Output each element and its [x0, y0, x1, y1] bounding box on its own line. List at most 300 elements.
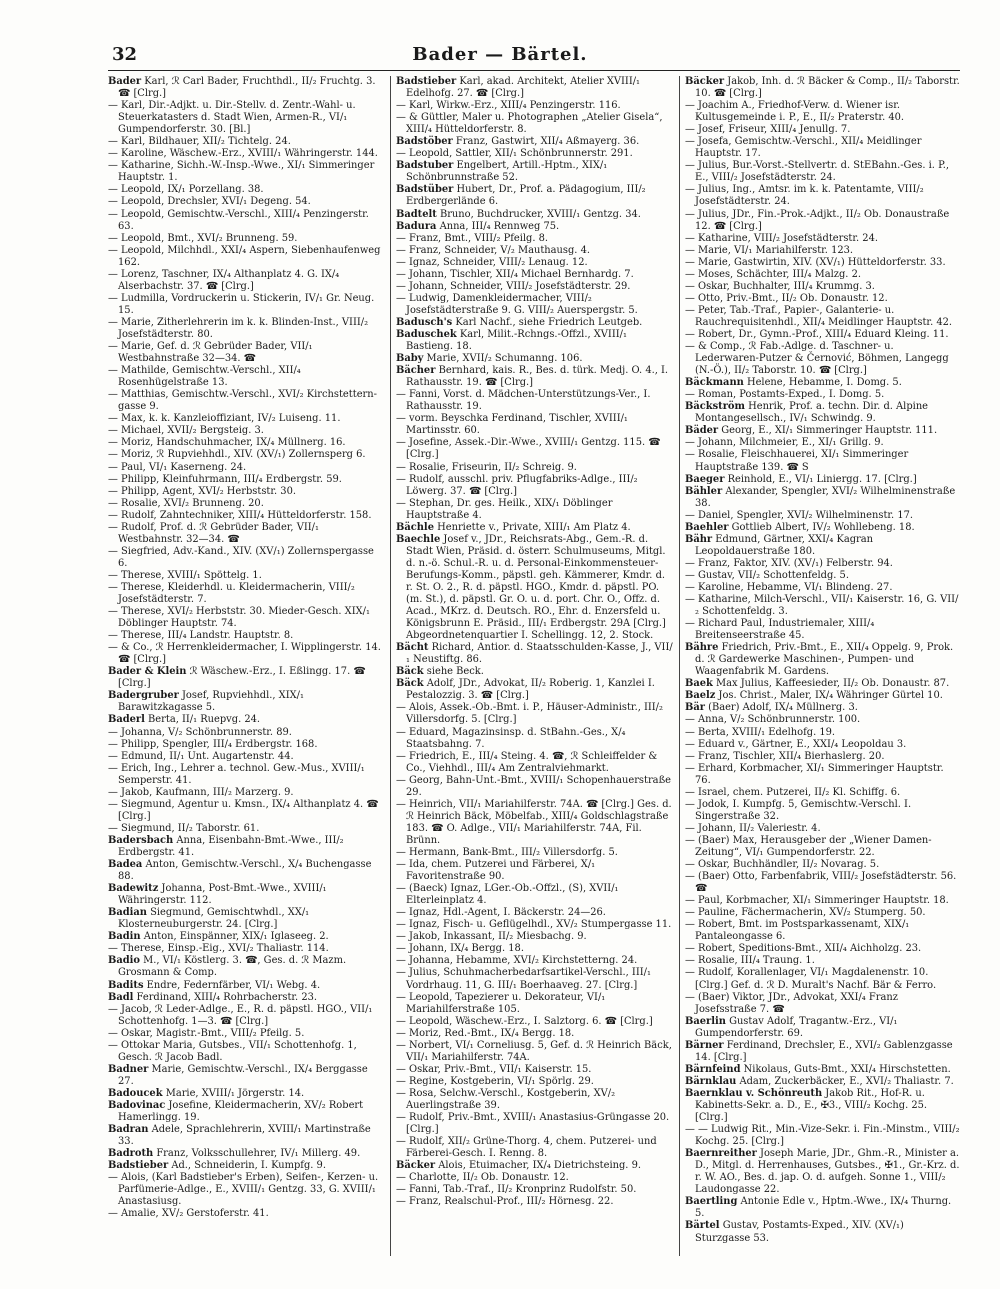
- entry-details: — Moriz, Red.-Bmt., IX/₄ Bergg. 18.: [396, 1027, 575, 1039]
- entry-details: Alois, Etuimacher, IX/₄ Dietrichsteing. 9.: [438, 1160, 641, 1172]
- directory-entry: [685, 1148, 960, 1196]
- entry-details: — Franz, Tischler, XII/₄ Bierhaslerg. 20.: [685, 750, 885, 762]
- directory-entry: [108, 739, 385, 751]
- directory-entry: [685, 245, 960, 257]
- entry-details: Jakob, Inh. d. ℛ Bäcker & Comp., II/₂ Taborstr. 10. ☎ [Clrg.]: [695, 76, 960, 100]
- entry-details: — Fanni, Vorst. d. Mädchen-Unterstützungs-Ver., I. Rathausstr. 19.: [396, 389, 651, 413]
- directory-entry: [108, 1160, 385, 1172]
- page-number: 32: [112, 44, 138, 65]
- directory-entry: [396, 498, 673, 522]
- entry-details: Reinhold, E., VI/₁ Liniergg. 17. [Clrg.]: [727, 473, 917, 485]
- directory-entry: [396, 148, 673, 160]
- directory-entry: [685, 859, 960, 871]
- entry-details: ℛ Wäschew.-Erz., I. Eßlingg. 17. ☎ [Clrg.]: [118, 666, 366, 690]
- entry-details: — Leopold, Gemischtw.-Verschl., XIII/₄ Penzingerstr. 63.: [108, 208, 369, 232]
- directory-entry: [685, 1220, 960, 1244]
- entry-surname: Baerlin: [685, 1015, 726, 1027]
- entry-surname: Badio: [108, 955, 140, 967]
- directory-entry: [685, 871, 960, 895]
- directory-entry: [685, 209, 960, 233]
- entry-details: Marie, XVIII/₁ Jörgerstr. 14.: [165, 1087, 305, 1099]
- directory-entry: [685, 799, 960, 823]
- entry-details: — (Baer) Viktor, JDr., Advokat, XXI/₄ Franz Josefsstraße 7. ☎: [685, 991, 898, 1015]
- directory-entry: [108, 727, 385, 739]
- directory-entry: [108, 76, 385, 100]
- entry-surname: Bäcker: [396, 1160, 436, 1172]
- entry-details: — Therese, III/₄ Landstr. Hauptstr. 8.: [108, 630, 294, 642]
- entry-details: Adam, Zuckerbäcker, E., XVI/₂ Thaliastr. 7.: [739, 1075, 954, 1087]
- entry-details: — Oskar, Buchhändler, II/₂ Novarag. 5.: [685, 859, 880, 871]
- directory-entry: [108, 245, 385, 269]
- entry-details: Jakob Rit., Hof-R. u. Kabinetts-Sekr. a. D., E., ✠3., VIII/₂ Kochg. 25. [Clrg.]: [695, 1087, 928, 1124]
- directory-entry: [396, 1076, 673, 1088]
- directory-entry: [108, 1088, 385, 1100]
- directory-entry: [396, 281, 673, 293]
- entry-surname: Bader & Klein: [108, 666, 187, 678]
- entry-surname: Badura: [396, 220, 437, 232]
- directory-entry: [108, 365, 385, 389]
- directory-entry: [396, 727, 673, 751]
- entry-details: — Katharine, Sichh.-W.-Insp.-Wwe., XI/₁ Simmeringer Hauptstr. 1.: [108, 160, 375, 184]
- directory-entry: [108, 100, 385, 136]
- entry-details: Johanna, Post-Bmt.-Wwe., XVIII/₁ Währingerstr. 112.: [118, 883, 327, 907]
- directory-entry: [108, 148, 385, 160]
- entry-details: — & Comp., ℛ Fab.-Adlge. d. Taschner- u. Lederwaren-Putzer & Černović, Böhmen, Langegg (N.-Ö.), II/₂ Taborstr. 10. ☎ [Clrg.]: [685, 341, 949, 377]
- entry-details: — Moriz, Handschuhmacher, IX/₄ Müllnerg. 16.: [108, 437, 346, 449]
- directory-entry: [685, 690, 960, 702]
- directory-entry: [396, 160, 673, 184]
- directory-entry: [396, 1184, 673, 1196]
- directory-entry: [396, 317, 673, 329]
- directory-entry: [396, 751, 673, 775]
- entry-details: — Therese, XVIII/₁ Spöttelg. 1.: [108, 569, 262, 581]
- entry-details: — Jodok, I. Kumpfg. 5, Gemischtw.-Verschl. I. Singerstraße 32.: [685, 798, 912, 822]
- entry-details: Bernhard, kais. R., Bes. d. türk. Medj. O. 4., I. Rathausstr. 19. ☎ [Clrg.]: [406, 365, 669, 389]
- entry-surname: Baechle: [396, 533, 441, 545]
- directory-entry: [108, 486, 385, 498]
- directory-entry: [396, 221, 673, 233]
- directory-entry: [108, 763, 385, 787]
- directory-entry: [396, 992, 673, 1016]
- directory-entry: [396, 1160, 673, 1172]
- directory-column-2: [396, 76, 673, 1266]
- entry-details: — Rudolf, ausschl. priv. Pflugfabriks-Adlge., III/₂ Löwerg. 37. ☎ [Clrg.]: [396, 473, 638, 497]
- directory-entry: [108, 714, 385, 726]
- entry-details: Friedrich, Priv.-Bmt., E., XII/₄ Oppelg. 9, Prok. d. ℛ Gardewerke Maschinen-, Pumpen- und Waagenfabrik M. Gardens.: [695, 642, 954, 678]
- entry-surname: Badtelt: [396, 208, 437, 220]
- entry-details: — Alois, (Karl Badstieber's Erben), Seifen-, Kerzen- u. Parfümerie-Adlge., E., XVIII/₁ Gentzg. 33, G. XVIII/₁ Anastasiusg.: [108, 1172, 379, 1208]
- entry-details: Josef v., JDr., Reichsrats-Abg., Gem.-R. d. Stadt Wien, Präsid. d. österr. Schulmuseums, Mitgl. d. n.-ö. Schul.-R. u. d. Personal-Einkommensteuer-Berufungs-Komm., päpstl. geh. Kämmerer, Kmdr. d. r. St. O. 2., R. d. päpstl. HGO., Kmdr. d. päpstl. PO. (m. St.), d. päpstl. Gr. O. u. d. port. Chr. O., Offz. d. Acad., MKrz. d. Deutsch. RO., Ehr. d. Enzersfeld u. Königsbrunn E. Präsid., III/₁ Erdbergstr. 29A [Clrg.] Abgeordnetenquartier I. Schellingg. 12, 2. Stock.: [406, 533, 666, 642]
- directory-entry: [685, 714, 960, 726]
- directory-entry: [396, 353, 673, 365]
- directory-entry: [396, 1028, 673, 1040]
- directory-column-1: [108, 76, 385, 1266]
- running-head: Bader — Bärtel.: [412, 44, 588, 65]
- entry-details: — Marie, Gef. d. ℛ Gebrüder Bader, VII/₁ Westbahnstraße 32—34. ☎: [108, 341, 313, 365]
- entry-details: — Katharine, Milch-Verschl., VII/₁ Kaiserstr. 16, G. VII/₂ Schottenfeldg. 3.: [685, 594, 959, 618]
- directory-entry: [108, 799, 385, 823]
- entry-surname: Bäckmann: [685, 377, 744, 389]
- entry-details: — Johann, II/₂ Valeriestr. 4.: [685, 822, 821, 834]
- entry-surname: Baeger: [685, 473, 725, 485]
- directory-entry: [685, 727, 960, 739]
- entry-surname: Badstuber: [396, 160, 454, 172]
- directory-entry: [685, 510, 960, 522]
- entry-surname: Bähre: [685, 642, 719, 654]
- directory-entry: [108, 835, 385, 859]
- entry-details: — Therese, Kleiderhdl. u. Kleidermacherin, VIII/₂ Josefstädterstr. 7.: [108, 581, 355, 606]
- entry-details: — Norbert, VI/₁ Corneliusg. 5, Gef. d. ℛ Heinrich Bäck, VII/₁ Mariahilferstr. 74A.: [396, 1039, 672, 1063]
- entry-surname: Badovinac: [108, 1099, 166, 1111]
- entry-details: Franz, Gastwirt, XII/₄ Aßmayerg. 36.: [455, 136, 640, 148]
- directory-entry: [685, 895, 960, 907]
- column-divider: [390, 76, 391, 1256]
- directory-entry: [685, 1088, 960, 1124]
- entry-surname: Bäck: [396, 678, 424, 690]
- entry-details: — Jacob, ℛ Leder-Adlge., E., R. d. päpstl. HGO., VII/₁ Schottenhofg. 1—3. ☎ [Clrg.]: [108, 1003, 373, 1027]
- entry-details: — Fanni, Tab.-Traf., II/₂ Kronprinz Rudolfstr. 50.: [396, 1184, 637, 1196]
- entry-details: — Otto, Priv.-Bmt., II/₂ Ob. Donaustr. 12.: [685, 292, 888, 304]
- entry-details: Joseph Marie, JDr., Ghm.-R., Minister a. D., Mitgl. d. Herrenhauses, Gutsbes., ✠1., Gr.-Krz. d. r. W. AO., Bes. d. jap. O. d. aufgeh. Sonne 1., VIII/₂ Laudongasse 22.: [695, 1148, 960, 1196]
- entry-details: — Franz, Schneider, V/₂ Mauthausg. 4.: [396, 244, 590, 256]
- entry-details: — Karoline, Hebamme, VI/₁ Blindeng. 27.: [685, 581, 893, 593]
- entry-details: Anna, Eisenbahn-Bmt.-Wwe., III/₂ Erdbergstr. 41.: [118, 834, 344, 858]
- entry-details: — Friedrich, E., III/₄ Steing. 4. ☎, ℛ Schleiffelder & Co., Viehhdl., III/₄ Am Zentralviehmarkt.: [396, 750, 658, 774]
- directory-entry: [685, 76, 960, 100]
- entry-details: — Erhard, Korbmacher, XI/₁ Simmeringer Hauptstr. 76.: [685, 762, 944, 786]
- directory-entry: [396, 666, 673, 678]
- directory-entry: [685, 136, 960, 160]
- directory-entry: [685, 642, 960, 678]
- entry-details: Alexander, Spengler, XVI/₂ Wilhelminenstraße 38.: [695, 485, 956, 509]
- directory-entry: [108, 341, 385, 365]
- directory-entry: [396, 365, 673, 389]
- entry-details: — Johanna, V/₂ Schönbrunnerstr. 89.: [108, 726, 292, 738]
- entry-details: — Edmund, II/₁ Unt. Augartenstr. 44.: [108, 750, 294, 762]
- entry-details: Edmund, Gärtner, XXI/₄ Kagran Leopoldauerstraße 180.: [695, 533, 874, 557]
- directory-entry: [685, 100, 960, 124]
- directory-entry: [108, 1208, 385, 1220]
- entry-details: — Eduard, Magazinsinsp. d. StBahn.-Ges., X/₄ Staatsbahng. 7.: [396, 726, 626, 750]
- entry-details: — Israel, chem. Putzerei, II/₂ Kl. Schiffg. 6.: [685, 786, 901, 798]
- entry-details: — Ignaz, Schneider, VIII/₂ Lenaug. 12.: [396, 256, 588, 268]
- entry-surname: Baehler: [685, 521, 729, 533]
- entry-surname: Badstöber: [396, 136, 453, 148]
- directory-entry: [108, 233, 385, 245]
- entry-details: — Marie, Zitherlehrerin im k. k. Blinden-Inst., VIII/₂ Josefstädterstr. 80.: [108, 316, 369, 340]
- entry-surname: Baertling: [685, 1196, 738, 1208]
- directory-entry: [685, 823, 960, 835]
- directory-entry: [685, 329, 960, 341]
- entry-details: — Rudolf, Prof. d. ℛ Gebrüder Bader, VII/₁ Westbahnstr. 32—34. ☎: [108, 521, 319, 545]
- entry-details: Helene, Hebamme, I. Domg. 5.: [746, 377, 902, 389]
- entry-surname: Bäder: [685, 425, 719, 437]
- entry-details: — Stephan, Dr. ges. Heilk., XIX/₁ Döblinger Hauptstraße 4.: [396, 497, 613, 521]
- entry-surname: Baduschek: [396, 328, 457, 340]
- directory-entry: [396, 967, 673, 991]
- directory-entry: [685, 967, 960, 991]
- entry-details: — Peter, Tab.-Traf., Papier-, Galanterie- u. Rauchrequisitenhdl., XII/₄ Meidlinger Hauptstr. 42.: [685, 304, 953, 328]
- entry-details: — Gustav, VII/₂ Schottenfeldg. 5.: [685, 569, 849, 581]
- directory-entry: [108, 474, 385, 486]
- entry-surname: Baderl: [108, 714, 145, 726]
- entry-details: Henriette v., Private, XIII/₁ Am Platz 4.: [437, 521, 631, 533]
- directory-entry: [108, 1124, 385, 1148]
- entry-details: — Rosalie, III/₄ Traung. 1.: [685, 955, 815, 967]
- directory-entry: [396, 1136, 673, 1160]
- directory-entry: [396, 413, 673, 437]
- entry-details: Ferdinand, XIII/₄ Rohrbacherstr. 23.: [136, 991, 318, 1003]
- entry-surname: Bächt: [396, 642, 429, 654]
- entry-details: — Roman, Postamts-Exped., I. Domg. 5.: [685, 389, 885, 401]
- entry-details: — Josefa, Gemischtw.-Verschl., XII/₄ Meidlinger Hauptstr. 17.: [685, 136, 922, 160]
- column-divider: [679, 76, 680, 1256]
- entry-details: — Karl, Dir.-Adjkt. u. Dir.-Stellv. d. Zentr.-Wahl- u. Steuerkatasters d. Stadt Wien, Armen-R., VI/₁ Gumpendorferstr. 30. [Bl.]: [108, 100, 356, 136]
- directory-entry: [396, 389, 673, 413]
- directory-entry: [108, 931, 385, 943]
- directory-entry: [108, 196, 385, 208]
- entry-details: — Oskar, Buchhalter, III/₄ Krummg. 3.: [685, 280, 875, 292]
- entry-details: — Robert, Dr., Gymn.-Prof., XIII/₄ Eduard Kleing. 11.: [685, 328, 949, 340]
- directory-entry: [685, 955, 960, 967]
- directory-entry: [685, 341, 960, 377]
- entry-details: — Ignaz, Fisch- u. Geflügelhdl., XV/₂ Stumpergasse 11.: [396, 919, 672, 931]
- entry-surname: Bähr: [685, 533, 713, 545]
- entry-surname: Bärnfeind: [685, 1063, 741, 1075]
- entry-details: — Therese, Einsp.-Eig., XVI/₂ Thaliastr. 114.: [108, 943, 329, 955]
- entry-details: — Lorenz, Taschner, IX/₄ Althanplatz 4. G. IX/₄ Alserbachstr. 37. ☎ [Clrg.]: [108, 268, 340, 292]
- entry-details: siehe Beck.: [426, 666, 484, 678]
- entry-details: Ferdinand, Drechsler, E., XVI/₂ Gablenzgasse 14. [Clrg.]: [695, 1039, 953, 1063]
- directory-entry: [685, 474, 960, 486]
- directory-entry: [396, 474, 673, 498]
- entry-details: — Leopold, Milchhdl., XXI/₄ Aspern, Siebenhaufenweg 162.: [108, 244, 381, 268]
- entry-details: — Oskar, Magistr.-Bmt., VIII/₂ Pfeilg. 5.: [108, 1027, 305, 1039]
- entry-details: (Baer) Adolf, IX/₄ Müllnerg. 3.: [708, 702, 858, 714]
- entry-surname: Badin: [108, 931, 141, 943]
- entry-details: Max Julius, Kaffeesieder, II/₂ Ob. Donaustr. 87.: [716, 678, 950, 690]
- directory-entry: [685, 558, 960, 570]
- directory-entry: [396, 847, 673, 859]
- directory-entry: [396, 293, 673, 317]
- directory-entry: [685, 919, 960, 943]
- entry-surname: Badroth: [108, 1148, 154, 1160]
- entry-details: Marie, XVII/₂ Schumanng. 106.: [426, 353, 583, 365]
- entry-details: — Matthias, Gemischtw.-Verschl., XVI/₂ Kirchstetterngasse 9.: [108, 389, 377, 413]
- entry-surname: Badewitz: [108, 883, 159, 895]
- entry-details: — Franz, Bmt., VIII/₂ Pfeilg. 8.: [396, 232, 549, 244]
- entry-details: — Rosalie, XVI/₂ Brunneng. 20.: [108, 497, 264, 509]
- entry-details: Berta, II/₁ Ruepvg. 24.: [148, 714, 261, 726]
- directory-entry: [685, 425, 960, 437]
- directory-entry: [396, 907, 673, 919]
- directory-entry: [108, 823, 385, 835]
- directory-entry: [396, 775, 673, 799]
- entry-details: — Ida, chem. Putzerei und Färberei, X/₁ Favoritenstraße 90.: [396, 859, 596, 883]
- entry-details: — Katharine, VIII/₂ Josefstädterstr. 24.: [685, 232, 879, 244]
- entry-surname: Badstüber: [396, 184, 454, 196]
- entry-details: — Johann, Schneider, VIII/₂ Josefstädterstr. 29.: [396, 280, 631, 292]
- entry-surname: Bärnklau: [685, 1075, 737, 1087]
- entry-surname: Bärner: [685, 1039, 724, 1051]
- entry-details: — Michael, XVII/₂ Bergsteig. 3.: [108, 425, 264, 437]
- entry-details: Henrik, Prof. a. techn. Dir. d. Alpine Montangesellsch., IV/₁ Schwindg. 9.: [695, 401, 929, 425]
- directory-entry: [685, 257, 960, 269]
- directory-entry: [396, 943, 673, 955]
- directory-entry: [108, 160, 385, 184]
- directory-entry: [685, 594, 960, 618]
- entry-details: Karl Nachf., siehe Friedrich Leutgeb.: [455, 316, 643, 328]
- entry-surname: Bader: [108, 76, 142, 87]
- directory-entry: [108, 1172, 385, 1208]
- entry-details: — Philipp, Kleinfuhrmann, III/₄ Erdbergstr. 59.: [108, 473, 342, 485]
- directory-entry: [396, 245, 673, 257]
- header-rule: [108, 70, 960, 71]
- entry-details: — Marie, Gastwirtin, XIV. (XV/₁) Hütteldorferstr. 33.: [685, 256, 946, 268]
- directory-entry: [108, 498, 385, 510]
- directory-entry: [685, 233, 960, 245]
- entry-details: — Regine, Kostgeberin, VI/₁ Spörlg. 29.: [396, 1075, 594, 1087]
- directory-entry: [685, 160, 960, 184]
- directory-entry: [685, 751, 960, 763]
- directory-entry: [396, 437, 673, 461]
- entry-surname: Bächer: [396, 365, 436, 377]
- entry-details: — & Co., ℛ Herrenkleidermacher, I. Wipplingerstr. 14. ☎ [Clrg.]: [108, 642, 381, 666]
- directory-entry: [396, 1112, 673, 1136]
- directory-entry: [108, 980, 385, 992]
- entry-details: — Heinrich, VII/₁ Mariahilferstr. 74A. ☎ [Clrg.] Ges. d. ℛ Heinrich Bäck, Möbelfab., XIII/₄ Goldschlagstraße 183. ☎ O. Adlge., VII/₁ Mariahilferstr. 74A, Fil. Brünn.: [396, 798, 672, 846]
- entry-details: Josef, Rupviehhdl., XIX/₁ Barawitzkagasse 5.: [118, 690, 304, 714]
- directory-entry: [108, 907, 385, 931]
- directory-entry: [685, 678, 960, 690]
- directory-entry: [108, 1064, 385, 1088]
- directory-entry: [396, 462, 673, 474]
- directory-entry: [396, 919, 673, 931]
- entry-details: — Max, k. k. Kanzleioffiziant, IV/₂ Luiseng. 11.: [108, 413, 341, 425]
- directory-entry: [685, 739, 960, 751]
- directory-entry: [685, 787, 960, 799]
- entry-details: Gustav, Postamts-Exped., XIV. (XV/₁) Sturzgasse 53.: [695, 1220, 904, 1244]
- entry-surname: Badusch's: [396, 316, 453, 328]
- directory-entry: [108, 136, 385, 148]
- entry-surname: Bäck: [396, 666, 424, 678]
- entry-details: M., VI/₁ Köstlerg. 3. ☎, Ges. d. ℛ Mazm. Grosmann & Comp.: [118, 955, 347, 979]
- entry-details: — Johann, Milchmeier, E., XI/₁ Grillg. 9.: [685, 437, 884, 449]
- entry-details: — Karoline, Wäschew.-Erz., XVIII/₁ Währingerstr. 144.: [108, 148, 378, 160]
- entry-details: — Siegmund, II/₂ Taborstr. 61.: [108, 822, 260, 834]
- entry-details: — Moriz, ℛ Rupviehhdl., XIV. (XV/₁) Zollernsperg 6.: [108, 449, 366, 461]
- entry-details: — Ottokar Maria, Gutsbes., VII/₁ Schottenhofg. 1, Gesch. ℛ Jacob Badl.: [108, 1039, 357, 1063]
- entry-details: — Robert, Bmt. im Postsparkassenamt, XIX/₁ Pantaleongasse 6.: [685, 919, 910, 943]
- entry-details: Richard, Antior. d. Staatsschulden-Kasse, J., VII/₁ Neustiftg. 86.: [406, 642, 673, 666]
- entry-details: — Julius, Schuhmacherbedarfsartikel-Verschl., III/₁ Vordrhaug. 11, G. III/₁ Boerhaaveg. 27. [Clrg.]: [396, 967, 651, 991]
- entry-surname: Baby: [396, 353, 424, 365]
- entry-details: — Leopold, Drechsler, XVI/₁ Degeng. 54.: [108, 196, 311, 208]
- entry-details: Adele, Sprachlehrerin, XVIII/₁ Martinstraße 33.: [118, 1124, 371, 1148]
- directory-entry: [685, 522, 960, 534]
- entry-details: Josefine, Kleidermacherin, XV/₂ Robert Hamerlingg. 19.: [118, 1099, 364, 1124]
- entry-surname: Baernreither: [685, 1148, 757, 1160]
- entry-details: — Johann, Tischler, XII/₄ Michael Bernhardg. 7.: [396, 268, 634, 280]
- directory-entry: [396, 233, 673, 245]
- entry-details: — Alois, Assek.-Ob.-Bmt. i. P., Häuser-Administr., III/₂ Villersdorfg. 5. [Clrg.]: [396, 702, 663, 726]
- directory-entry: [396, 522, 673, 534]
- directory-entry: [396, 76, 673, 100]
- entry-details: — Paul, VI/₁ Kaserneng. 24.: [108, 461, 247, 473]
- entry-details: — Paul, Korbmacher, XI/₁ Simmeringer Hauptstr. 18.: [685, 895, 949, 907]
- entry-details: — Ludwig, Damenkleidermacher, VIII/₂ Josefstädterstraße 9. G. VIII/₂ Auerspergstr. 5.: [396, 292, 638, 316]
- directory-entry: [108, 582, 385, 606]
- entry-details: — Philipp, Agent, XVI/₂ Herbststr. 30.: [108, 485, 296, 497]
- directory-entry: [396, 678, 673, 702]
- directory-entry: [108, 293, 385, 317]
- directory-entry: [396, 269, 673, 281]
- directory-entry: [685, 1196, 960, 1220]
- entry-details: — vorm. Beyschka Ferdinand, Tischler, XVIII/₁ Martinsstr. 60.: [396, 413, 628, 437]
- entry-surname: Bäcker: [685, 76, 725, 87]
- entry-details: — Anna, V/₂ Schönbrunnerstr. 100.: [685, 714, 861, 726]
- entry-details: Karl, akad. Architekt, Atelier XVIII/₁ Edelhofg. 27. ☎ [Clrg.]: [406, 76, 641, 100]
- directory-entry: [685, 401, 960, 425]
- directory-entry: [396, 136, 673, 148]
- directory-entry: [396, 112, 673, 136]
- directory-entry: [396, 1172, 673, 1184]
- entry-details: — Karl, Bildhauer, XII/₂ Tichtelg. 24.: [108, 136, 291, 148]
- entry-details: — Johann, IX/₄ Bergg. 18.: [396, 943, 524, 955]
- directory-entry: [685, 618, 960, 642]
- entry-details: — Johanna, Hebamme, XVI/₂ Kirchstetterng. 24.: [396, 955, 638, 967]
- directory-entry: [396, 1016, 673, 1028]
- directory-entry: [108, 642, 385, 666]
- directory-entry: [108, 389, 385, 413]
- directory-entry: [685, 582, 960, 594]
- entry-details: — Rosa, Selchw.-Verschl., Kostgeberin, XV/₂ Auerlingstraße 39.: [396, 1087, 616, 1111]
- entry-details: — Rosalie, Fleischhauerei, XI/₁ Simmeringer Hauptstraße 139. ☎ S: [685, 449, 909, 473]
- directory-entry: [108, 522, 385, 546]
- entry-surname: Baernklau v. Schönreuth: [685, 1087, 823, 1099]
- entry-surname: Bär: [685, 702, 705, 714]
- entry-surname: Baek: [685, 678, 713, 690]
- directory-entry: [108, 449, 385, 461]
- entry-details: Nikolaus, Guts-Bmt., XXI/₄ Hirschstetten.: [743, 1063, 951, 1075]
- entry-surname: Badian: [108, 907, 147, 919]
- entry-details: — Rosalie, Friseurin, II/₂ Schreig. 9.: [396, 461, 577, 473]
- entry-details: — Leopold, Wäschew.-Erz., I. Salztorg. 6. ☎ [Clrg.]: [396, 1015, 653, 1027]
- entry-details: — Franz, Realschul-Prof., III/₂ Hörnesg. 22.: [396, 1196, 614, 1208]
- directory-entry: [396, 955, 673, 967]
- directory-entry: [108, 209, 385, 233]
- directory-entry: [108, 1004, 385, 1028]
- directory-entry: [396, 1088, 673, 1112]
- directory-entry: [396, 859, 673, 883]
- directory-entry: [396, 642, 673, 666]
- entry-details: — Siegfried, Adv.-Kand., XIV. (XV/₁) Zollernspergasse 6.: [108, 545, 374, 569]
- directory-entry: [685, 1064, 960, 1076]
- directory-entry: [108, 1148, 385, 1160]
- entry-details: — Berta, XVIII/₁ Edelhofg. 19.: [685, 726, 836, 738]
- entry-details: — Philipp, Spengler, III/₄ Erdbergstr. 168.: [108, 738, 318, 750]
- entry-details: — Julius, Ing., Amtsr. im k. k. Patentamte, VIII/₂ Josefstädterstr. 24.: [685, 184, 924, 208]
- entry-details: — (Baer) Max, Herausgeber der „Wiener Damen-Zeitung“, VI/₁ Gumpendorferstr. 22.: [685, 834, 932, 858]
- entry-surname: Badstieber: [108, 1160, 169, 1172]
- directory-entry: [108, 666, 385, 690]
- entry-details: Georg, E., XI/₁ Simmeringer Hauptstr. 111.: [721, 425, 938, 437]
- entry-surname: Badl: [108, 991, 134, 1003]
- entry-details: — Mathilde, Gemischtw.-Verschl., XII/₄ Rosenhügelstraße 13.: [108, 365, 301, 389]
- entry-details: — Ignaz, Hdl.-Agent, I. Bäckerstr. 24—26.: [396, 907, 606, 919]
- directory-entry: [396, 799, 673, 847]
- entry-surname: Badea: [108, 859, 143, 871]
